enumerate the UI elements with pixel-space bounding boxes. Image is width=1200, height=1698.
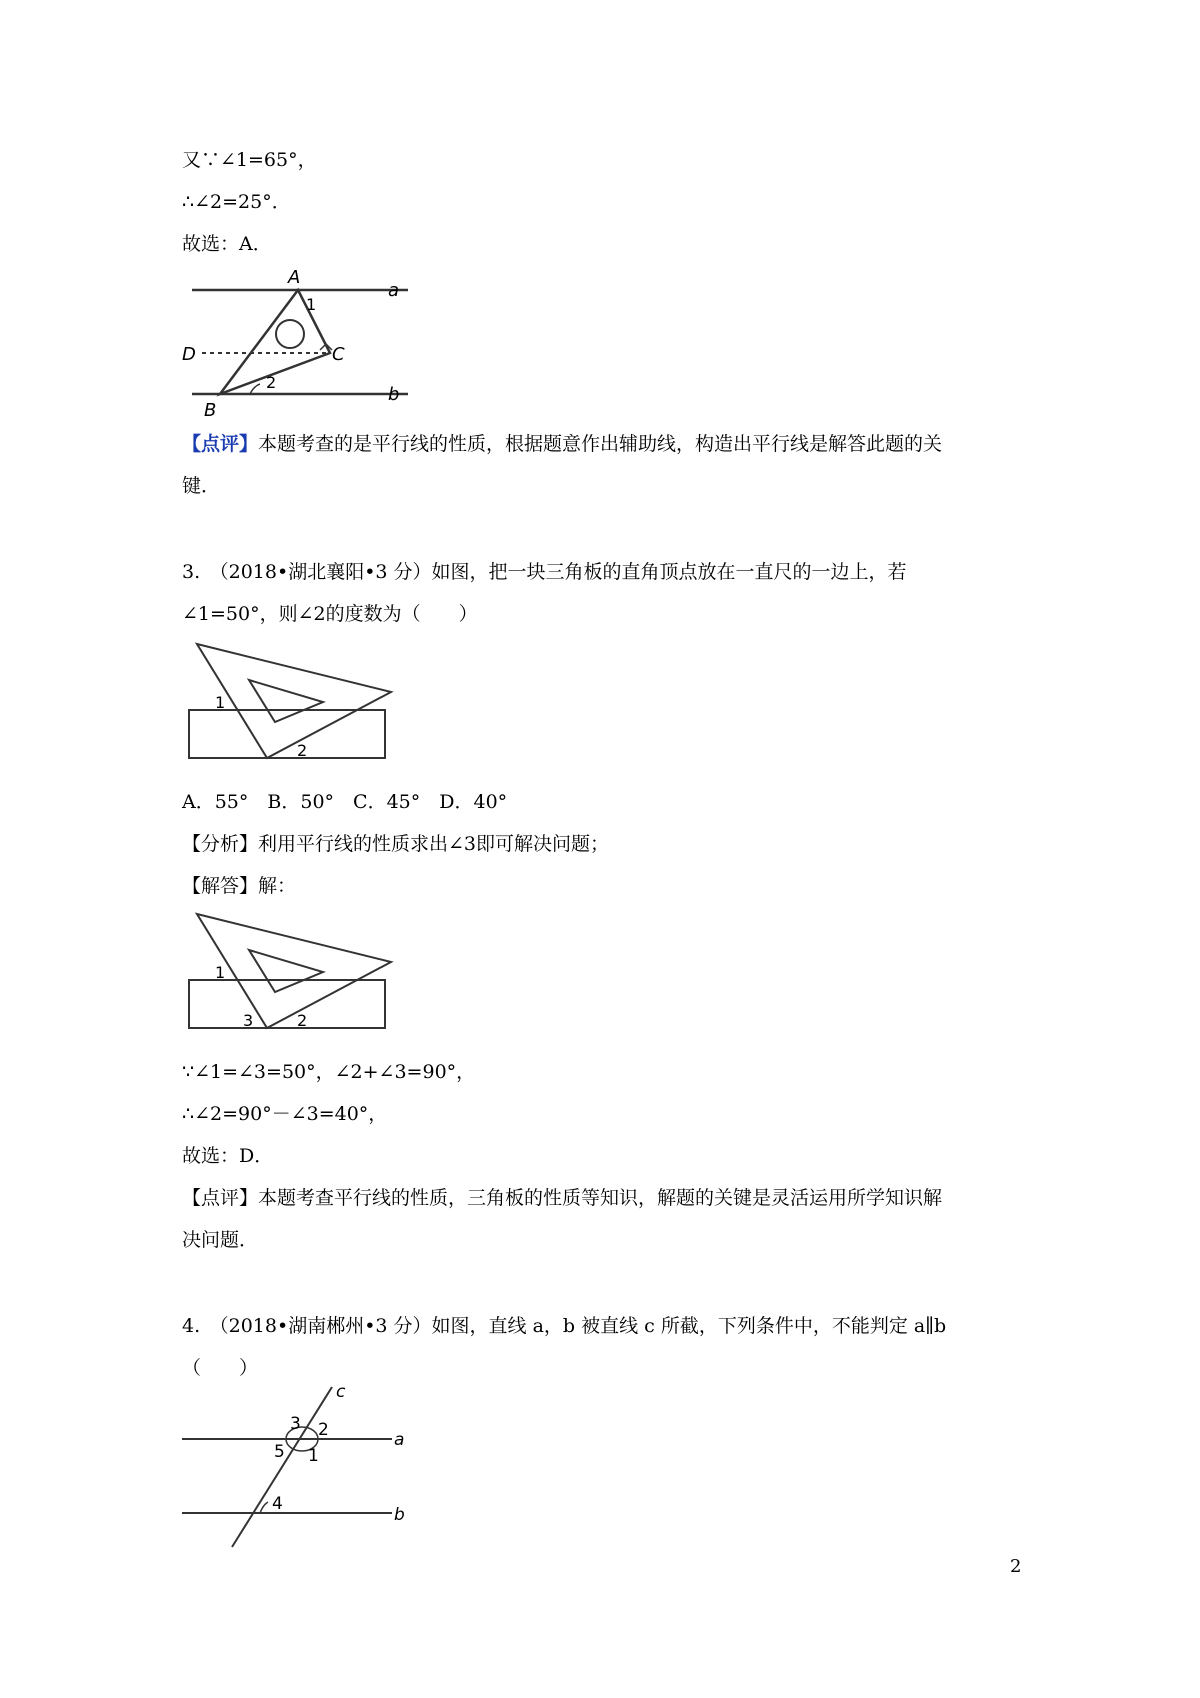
q3-sol-label-2: 2 bbox=[297, 1011, 308, 1030]
q3-sol-label-1: 1 bbox=[215, 963, 226, 982]
q3-comment-line-2: 决问题． bbox=[182, 1229, 259, 1251]
figure-q3-triangle-ruler bbox=[185, 640, 395, 770]
q4-label-5: 5 bbox=[274, 1442, 285, 1462]
q4-label-b: b bbox=[394, 1505, 405, 1525]
q4-label-2: 2 bbox=[318, 1420, 329, 1440]
solution-line-2: ∴∠2=25°． bbox=[182, 191, 291, 213]
q3-label-1: 1 bbox=[215, 693, 226, 712]
q4-label-a: a bbox=[394, 1430, 405, 1450]
q3-options: A．55° B．50° C．45° D．40° bbox=[182, 791, 508, 813]
comment-line-2: 键． bbox=[182, 475, 221, 497]
q3-solution-line-3: 故选：D． bbox=[182, 1145, 274, 1167]
figure-q4-transversal bbox=[180, 1382, 420, 1550]
label-D: D bbox=[182, 344, 196, 365]
label-2: 2 bbox=[266, 373, 277, 392]
q4-label-1: 1 bbox=[308, 1446, 319, 1466]
solution-line-1: 又∵∠1=65°， bbox=[182, 149, 317, 171]
solution-line-3: 故选：A． bbox=[182, 233, 272, 255]
q3-solution-line-2: ∴∠2=90°－∠3=40°， bbox=[182, 1103, 388, 1125]
figure-q3-solution bbox=[185, 910, 395, 1040]
label-1: 1 bbox=[306, 295, 317, 314]
q4-stem-line-2: （ ） bbox=[182, 1357, 259, 1379]
label-C: C bbox=[332, 344, 345, 365]
label-b: b bbox=[388, 384, 400, 405]
comment-line-1 bbox=[182, 432, 942, 456]
label-a: a bbox=[388, 280, 400, 301]
q4-label-c: c bbox=[336, 1382, 346, 1402]
q3-analysis: 【分析】利用平行线的性质求出∠3即可解决问题； bbox=[182, 833, 610, 855]
figure-triangle-parallel-lines bbox=[180, 267, 440, 421]
comment-tag: 【点评】 bbox=[182, 433, 259, 455]
comment-text: 本题考查的是平行线的性质，根据题意作出辅助线，构造出平行线是解答此题的关 bbox=[258, 433, 943, 455]
q3-stem-line-2: ∠1=50°，则∠2的度数为（ ） bbox=[182, 603, 478, 625]
page-number: 2 bbox=[1010, 1556, 1022, 1577]
q4-stem-line-1: 4. （2018•湖南郴州•3 分）如图，直线 a，b 被直线 c 所截，下列条件中，不能判定 a∥b bbox=[182, 1315, 947, 1337]
q3-sol-label-3: 3 bbox=[243, 1011, 254, 1030]
q3-comment-line-1: 【点评】本题考查平行线的性质，三角板的性质等知识，解题的关键是灵活运用所学知识解 bbox=[182, 1187, 943, 1209]
q3-label-2: 2 bbox=[297, 741, 308, 760]
label-A: A bbox=[288, 267, 301, 288]
label-B: B bbox=[204, 400, 217, 421]
q4-label-4: 4 bbox=[272, 1494, 283, 1514]
q3-stem-line-1: 3. （2018•湖北襄阳•3 分）如图，把一块三角板的直角顶点放在一直尺的一边上，若 bbox=[182, 561, 907, 583]
q3-solution-line-1: ∵∠1=∠3=50°，∠2+∠3=90°， bbox=[182, 1061, 476, 1083]
q3-answer-head: 【解答】解： bbox=[182, 875, 297, 897]
q4-label-3: 3 bbox=[290, 1414, 301, 1434]
